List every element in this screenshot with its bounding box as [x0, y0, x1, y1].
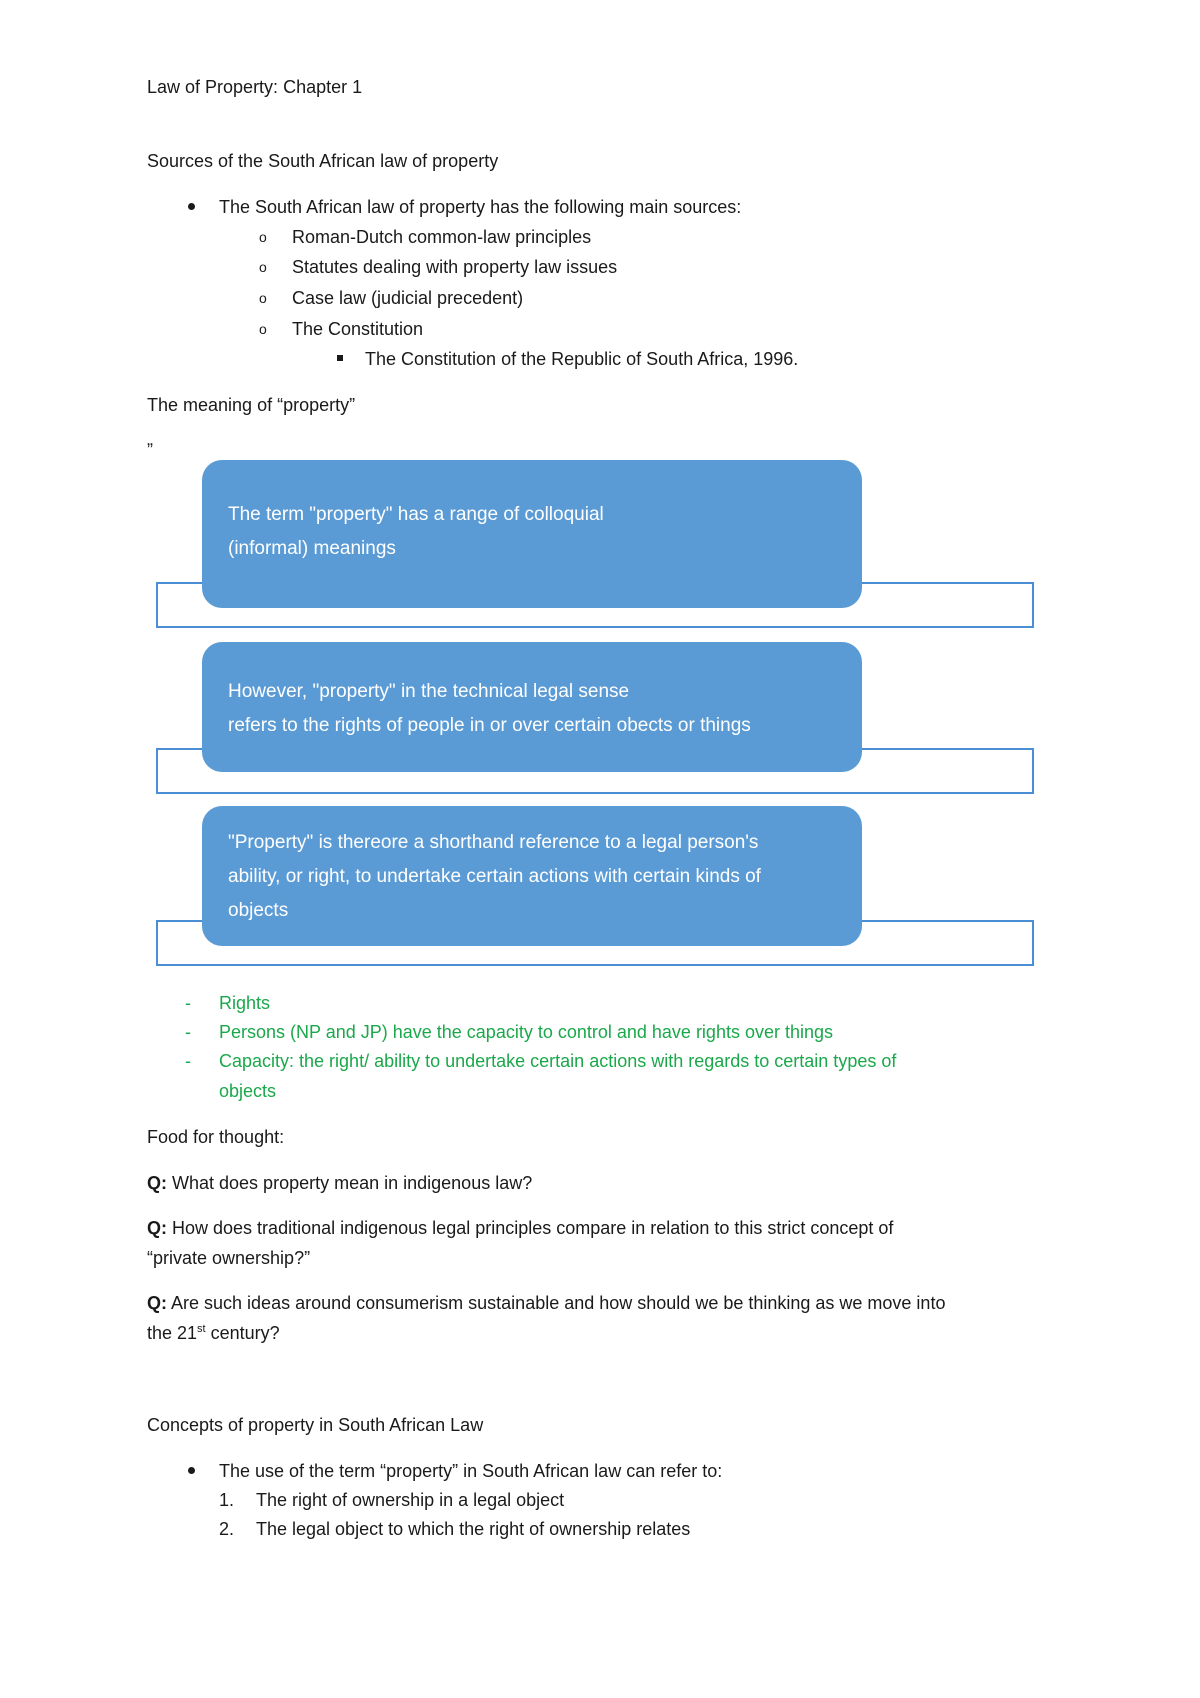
- concept-item: The legal object to which the right of ownership relates: [256, 1519, 691, 1539]
- q3-part: century?: [205, 1323, 280, 1343]
- dash-marker: -: [185, 1022, 191, 1042]
- green-item: Persons (NP and JP) have the capacity to control and have rights over things: [219, 1022, 834, 1042]
- source-item: The Constitution: [292, 319, 424, 339]
- q3-text: Are such ideas around consumerism sustainable and how should we be thinking as we move into: [171, 1293, 946, 1313]
- concept-num: 1.: [219, 1490, 235, 1510]
- bullet-o: o: [259, 229, 267, 245]
- bullet-o: o: [259, 321, 267, 337]
- diagram-box-3: [202, 806, 862, 946]
- food-heading: Food for thought:: [147, 1127, 285, 1147]
- bullet-dot: [188, 203, 195, 210]
- stray-mark: „: [147, 429, 153, 449]
- bullet-o: o: [259, 259, 267, 275]
- concept-num: 2.: [219, 1519, 235, 1539]
- diagram-line: ability, or right, to undertake certain actions with certain kinds of: [228, 866, 761, 887]
- green-item-continued: objects: [219, 1081, 277, 1101]
- dash-marker: -: [185, 1051, 191, 1071]
- q3-superscript: st: [197, 1323, 206, 1335]
- q3-continued: [147, 1322, 280, 1344]
- bullet-square: [337, 355, 343, 361]
- diagram-box-1: [202, 460, 862, 608]
- source-item: Case law (judicial precedent): [292, 288, 524, 308]
- q2-continued: “private ownership?”: [147, 1248, 311, 1268]
- q3-part: the 21: [147, 1323, 198, 1343]
- concepts-intro: The use of the term “property” in South African law can refer to:: [219, 1461, 723, 1481]
- diagram-box-2: [202, 642, 862, 772]
- question-1: [147, 1172, 532, 1194]
- q-label: Q:: [147, 1293, 167, 1313]
- diagram-line: (informal) meanings: [228, 538, 396, 559]
- sources-intro: The South African law of property has the following main sources:: [219, 197, 742, 217]
- diagram-line: refers to the rights of people in or over certain obects or things: [228, 715, 751, 736]
- sources-heading: Sources of the South African law of property: [147, 151, 499, 171]
- green-item: Rights: [219, 993, 271, 1013]
- bullet-o: o: [259, 290, 267, 306]
- source-item: Roman-Dutch common-law principles: [292, 227, 592, 247]
- meaning-heading: The meaning of “property”: [147, 395, 356, 415]
- bullet-dot: [188, 1467, 195, 1474]
- diagram-line: objects: [228, 900, 289, 921]
- doc-title: Law of Property: Chapter 1: [147, 77, 363, 97]
- diagram-line: The term "property" has a range of colloquial: [228, 504, 604, 525]
- q2-text: How does traditional indigenous legal principles compare in relation to this strict concept of: [172, 1218, 894, 1238]
- question-2: [147, 1217, 893, 1239]
- source-item: Statutes dealing with property law issues: [292, 257, 618, 277]
- dash-marker: -: [185, 993, 191, 1013]
- diagram-line: "Property" is thereore a shorthand reference to a legal person's: [228, 832, 759, 853]
- q1-text: What does property mean in indigenous law?: [172, 1173, 533, 1193]
- q-label: Q:: [147, 1173, 167, 1193]
- diagram-line: However, "property" in the technical legal sense: [228, 681, 630, 702]
- concepts-heading: Concepts of property in South African Law: [147, 1415, 484, 1435]
- constitution-sub: The Constitution of the Republic of South Africa, 1996.: [365, 349, 799, 369]
- q-label: Q:: [147, 1218, 167, 1238]
- green-item: Capacity: the right/ ability to undertake certain actions with regards to certain types of: [219, 1051, 897, 1071]
- concept-item: The right of ownership in a legal object: [256, 1490, 565, 1510]
- question-3: [147, 1292, 945, 1314]
